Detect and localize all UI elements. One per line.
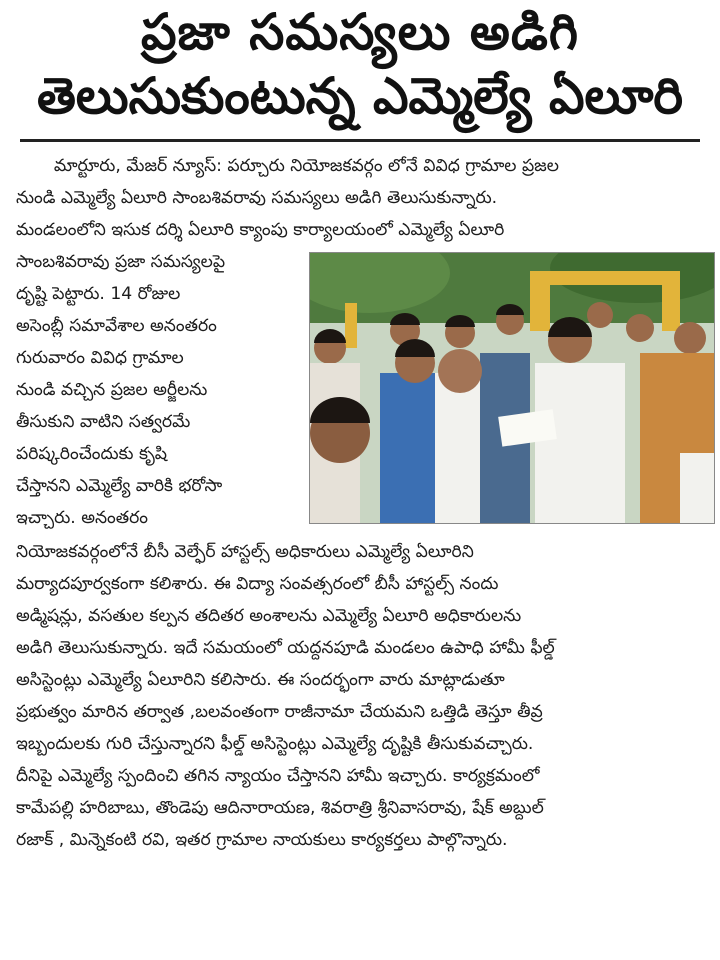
text-line: అడిగి తెలుసుకున్నారు. ఇదే సమయంలో యద్దనపూడి మండలం ఉపాధి హామీ ఫీల్డ్ [16, 638, 555, 658]
headline-divider [20, 139, 700, 142]
headline [16, 0, 704, 125]
article-column-left [16, 246, 299, 534]
text-line: రజాక్ , మిన్నెకంటి రవి, ఇతర గ్రామాల నాయకులు కార్యకర్తలు పాల్గొన్నారు. [16, 830, 508, 850]
news-photo [309, 252, 715, 524]
text-line: అడ్మిషన్లు, వసతుల కల్పన తదితర అంశాలను ఎమ్మెల్యే ఏలూరి అధికారులను [16, 606, 522, 626]
text-line: చేస్తానని ఎమ్మెల్యే వారికి భరోసా [16, 476, 223, 496]
text-line: దీనిపై ఎమ్మెల్యే స్పందించి తగిన న్యాయం చేస్తానని హామీ ఇచ్చారు. కార్యక్రమంలో [16, 766, 540, 786]
text-line: ప్రభుత్వం మారిన తర్వాత ,బలవంతంగా రాజీనామా చేయమని ఒత్తిడి తెస్తూ తీవ్ర [16, 702, 543, 722]
article-wrap-with-photo [16, 246, 704, 534]
text-line: దృష్టి పెట్టారు. 14 రోజుల [16, 284, 181, 304]
text-line: నియోజకవర్గంలోనే బీసీ వెల్ఫేర్ హాస్టల్స్ అధికారులు ఎమ్మెల్యే ఏలూరిని [16, 542, 474, 562]
photo-illustration [310, 253, 714, 523]
text-line: పరిష్కరించేందుకు కృషి [16, 444, 168, 464]
headline-line-2: తెలుసుకుంటున్న ఎమ్మెల్యే ఏలూరి [36, 66, 684, 125]
text-line: నుండి వచ్చిన ప్రజల అర్జీలను [16, 380, 208, 400]
text-line: కామేపల్లి హరిబాబు, తొండెపు ఆదినారాయణ, శివరాత్రి శ్రీనివాసరావు, షేక్ అబ్దుల్ [16, 798, 544, 818]
text-line: గురువారం వివిధ గ్రామాల [16, 348, 184, 368]
text-line: తీసుకుని వాటిని సత్వరమే [16, 412, 191, 432]
text-line: అసెంబ్లీ సమావేశాల అనంతరం [16, 316, 217, 336]
text-line: మర్యాదపూర్వకంగా కలిశారు. ఈ విద్యా సంవత్సరంలో బీసీ హాస్టల్స్ నందు [16, 574, 499, 594]
text-line: ఇబ్బందులకు గురి చేస్తున్నారని ఫీల్డ్ అసిస్టెంట్లు ఎమ్మెల్యే దృష్టికి తీసుకువచ్చారు. [16, 734, 534, 754]
text-line: మండలంలోని ఇసుక దర్శి ఏలూరి క్యాంపు కార్యాలయంలో ఎమ్మెల్యే ఏలూరి [16, 220, 505, 240]
headline-line-1: ప్రజా సమస్యలు అడిగి [140, 3, 579, 61]
article-para-top [16, 150, 704, 246]
article-para-bottom [16, 536, 704, 856]
text-line: సాంబశివరావు ప్రజా సమస్యలపై [16, 252, 226, 272]
text-line: మార్టూరు, మేజర్ న్యూస్: పర్చూరు నియోజకవర్గం లోనే వివిధ గ్రామాల ప్రజల [53, 156, 559, 176]
text-line: అసిస్టెంట్లు ఎమ్మెల్యే ఏలూరిని కలిసారు. ఈ సందర్భంగా వారు మాట్లాడుతూ [16, 670, 505, 690]
article-body [16, 150, 704, 856]
text-line: ఇచ్చారు. అనంతరం [16, 508, 148, 528]
text-line: నుండి ఎమ్మెల్యే ఏలూరి సాంబశివరావు సమస్యలు అడిగి తెలుసుకున్నారు. [16, 188, 498, 208]
